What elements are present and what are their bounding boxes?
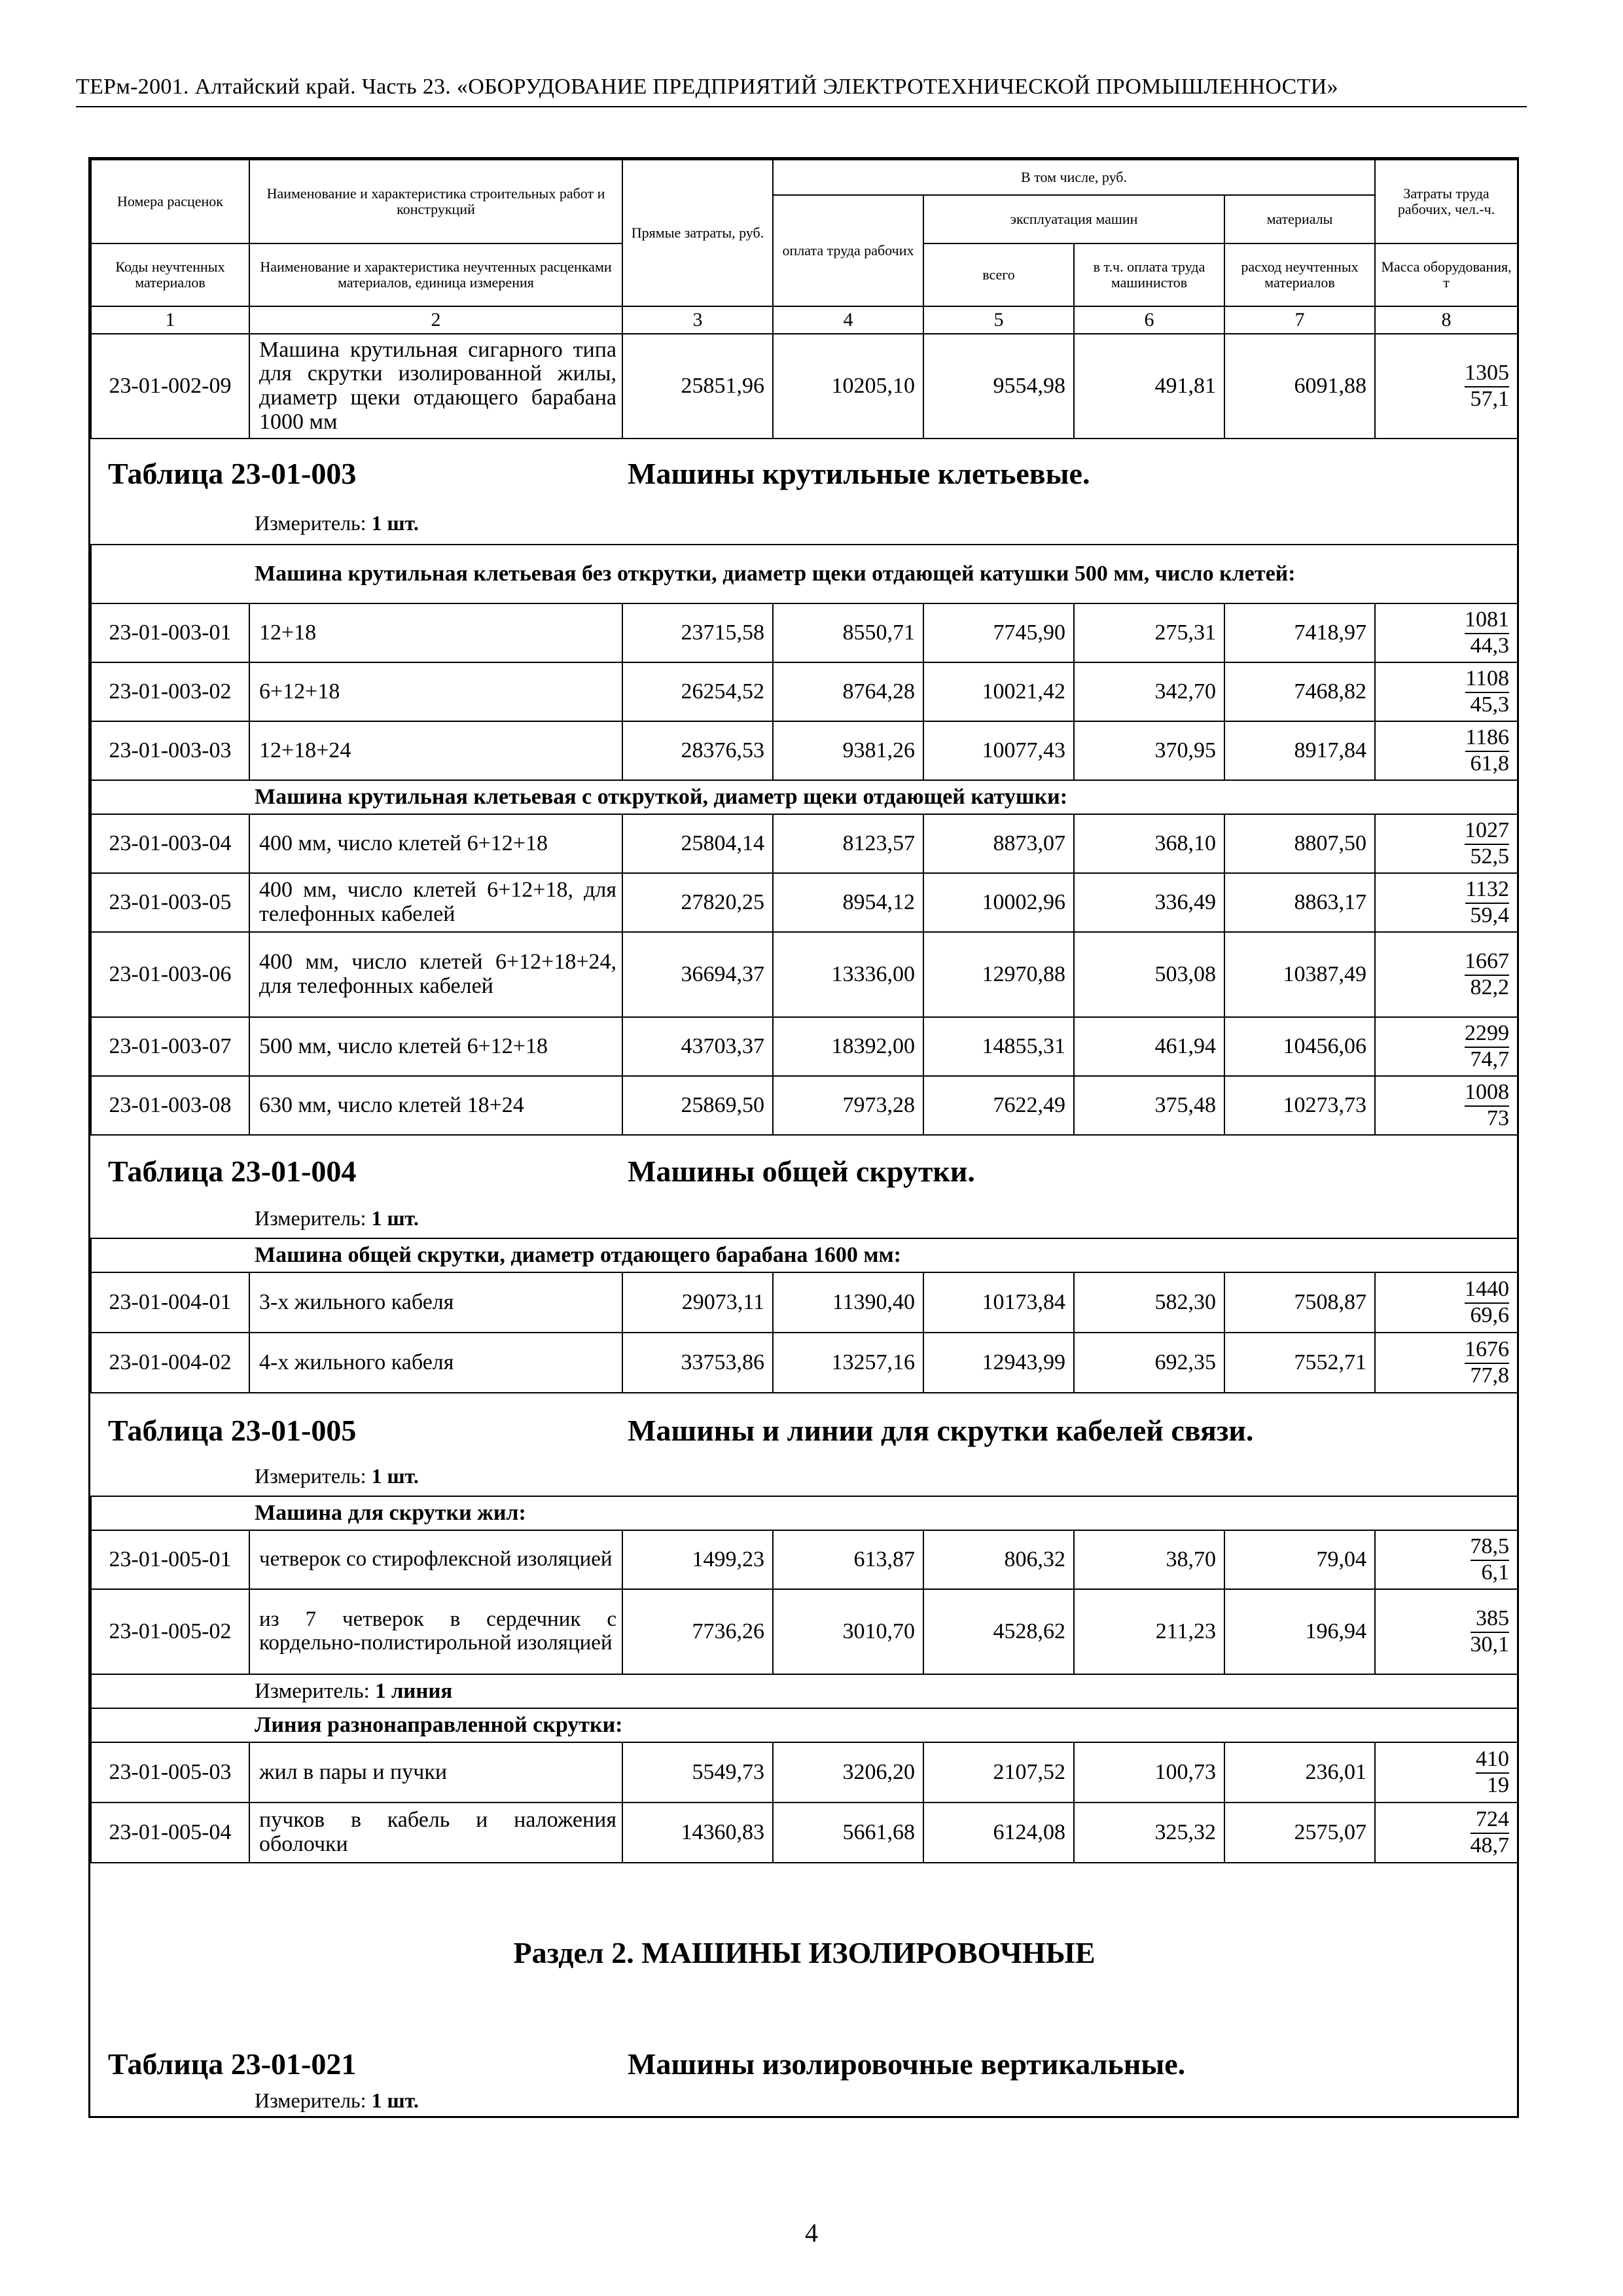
direct-costs: 36694,37 xyxy=(622,932,773,1017)
direct-costs: 14360,83 xyxy=(622,1803,773,1863)
direct-costs: 1499,23 xyxy=(622,1530,773,1589)
materials-cost: 2575,07 xyxy=(1224,1803,1375,1863)
table-number: Таблица 23-01-021 xyxy=(108,2047,357,2081)
table-row xyxy=(91,721,1518,780)
table-row xyxy=(91,1272,1518,1333)
labor-hours: 410 xyxy=(1476,1748,1509,1774)
machine-cost-total: 9554,98 xyxy=(923,334,1074,439)
header-including: В том числе, руб. xyxy=(773,160,1375,195)
labor-hours-and-mass xyxy=(1375,603,1518,662)
labor-hours: 78,5 xyxy=(1471,1535,1510,1561)
machine-cost-total: 10002,96 xyxy=(923,873,1074,932)
rate-code: 23-01-003-06 xyxy=(91,932,249,1017)
table-row xyxy=(91,1742,1518,1803)
direct-costs: 29073,11 xyxy=(622,1272,773,1333)
work-name: 12+18 xyxy=(249,603,622,662)
estimate-table xyxy=(90,159,1518,2116)
table-row xyxy=(91,334,1518,439)
labor-hours: 1667 xyxy=(1465,950,1509,976)
operator-labor-cost: 582,30 xyxy=(1074,1272,1224,1333)
equipment-mass: 82,2 xyxy=(1470,975,1510,999)
measure-unit: Измеритель: 1 шт. xyxy=(255,2089,419,2112)
rate-code: 23-01-003-04 xyxy=(91,814,249,873)
machine-cost-total: 2107,52 xyxy=(923,1742,1074,1803)
machine-cost-total: 4528,62 xyxy=(923,1589,1074,1674)
operator-labor-cost: 325,32 xyxy=(1074,1803,1224,1863)
column-index: 5 xyxy=(923,306,1074,334)
machine-cost-total: 10173,84 xyxy=(923,1272,1074,1333)
group-row xyxy=(91,1238,1518,1272)
rate-code: 23-01-003-05 xyxy=(91,873,249,932)
rate-code: 23-01-003-08 xyxy=(91,1076,249,1135)
header-direct-costs: Прямые затраты, руб. xyxy=(622,160,773,306)
work-name: 400 мм, число клетей 6+12+18 xyxy=(249,814,622,873)
operator-labor-cost: 503,08 xyxy=(1074,932,1224,1017)
operator-labor-cost: 336,49 xyxy=(1074,873,1224,932)
labor-hours: 1081 xyxy=(1465,608,1509,634)
estimate-table-block xyxy=(88,157,1519,2118)
table-row xyxy=(91,1017,1518,1076)
equipment-mass: 45,3 xyxy=(1470,692,1510,717)
header-rule xyxy=(76,106,1527,107)
machine-cost-total: 12970,88 xyxy=(923,932,1074,1017)
group-title: Машина крутильная клетьевая без открутки, диаметр щеки отдающей катушки 500 мм, число клетей: xyxy=(249,545,1518,603)
table-row xyxy=(91,1530,1518,1589)
operator-labor-cost: 375,48 xyxy=(1074,1076,1224,1135)
labor-hours-and-mass xyxy=(1375,1589,1518,1674)
equipment-mass: 19 xyxy=(1487,1773,1510,1797)
labor-hours: 1132 xyxy=(1465,878,1509,904)
group-row xyxy=(91,780,1518,814)
operator-labor-cost: 368,10 xyxy=(1074,814,1224,873)
machine-cost-total: 12943,99 xyxy=(923,1333,1074,1393)
work-name: 400 мм, число клетей 6+12+18, для телефонных кабелей xyxy=(249,873,622,932)
equipment-mass: 69,6 xyxy=(1470,1303,1510,1327)
rate-code: 23-01-004-02 xyxy=(91,1333,249,1393)
equipment-mass: 59,4 xyxy=(1470,903,1510,927)
labor-cost: 8550,71 xyxy=(773,603,923,662)
header-machines-total: всего xyxy=(923,243,1074,306)
labor-hours-and-mass xyxy=(1375,932,1518,1017)
table-caption: Машины крутильные клетьевые. xyxy=(628,457,1090,490)
measure-unit: Измеритель: 1 шт. xyxy=(255,1206,419,1230)
machine-cost-total: 806,32 xyxy=(923,1530,1074,1589)
operator-labor-cost: 38,70 xyxy=(1074,1530,1224,1589)
direct-costs: 43703,37 xyxy=(622,1017,773,1076)
table-number: Таблица 23-01-004 xyxy=(108,1155,357,1188)
table-row xyxy=(91,1333,1518,1393)
direct-costs: 27820,25 xyxy=(622,873,773,932)
machine-cost-total: 8873,07 xyxy=(923,814,1074,873)
rate-code: 23-01-003-02 xyxy=(91,662,249,721)
labor-hours: 1186 xyxy=(1465,726,1509,752)
labor-hours-and-mass xyxy=(1375,1530,1518,1589)
equipment-mass: 61,8 xyxy=(1470,751,1510,776)
header-col2-top: Наименование и характеристика строительных работ и конструкций xyxy=(249,160,622,243)
labor-hours: 1305 xyxy=(1465,361,1509,387)
materials-cost: 8807,50 xyxy=(1224,814,1375,873)
measure-unit: Измеритель: 1 линия xyxy=(249,1674,1518,1708)
labor-hours-and-mass xyxy=(1375,1742,1518,1803)
equipment-mass: 44,3 xyxy=(1470,634,1510,658)
direct-costs: 26254,52 xyxy=(622,662,773,721)
labor-hours-and-mass xyxy=(1375,1333,1518,1393)
table-row xyxy=(91,603,1518,662)
labor-hours: 1027 xyxy=(1465,819,1509,845)
group-title: Машина крутильная клетьевая с откруткой, диаметр щеки отдающей катушки: xyxy=(249,780,1518,814)
header-col8-bottom: Масса оборудования, т xyxy=(1375,243,1518,306)
group-row xyxy=(91,1496,1518,1530)
table-section-header xyxy=(91,1393,1518,1496)
equipment-mass: 30,1 xyxy=(1470,1632,1510,1657)
machine-cost-total: 14855,31 xyxy=(923,1017,1074,1076)
operator-labor-cost: 692,35 xyxy=(1074,1333,1224,1393)
machine-cost-total: 7622,49 xyxy=(923,1076,1074,1135)
machine-cost-total: 10077,43 xyxy=(923,721,1074,780)
work-name: 630 мм, число клетей 18+24 xyxy=(249,1076,622,1135)
materials-cost: 7418,97 xyxy=(1224,603,1375,662)
labor-cost: 7973,28 xyxy=(773,1076,923,1135)
rate-code: 23-01-003-07 xyxy=(91,1017,249,1076)
group-title: Машина для скрутки жил: xyxy=(249,1496,1518,1530)
labor-hours-and-mass xyxy=(1375,1272,1518,1333)
direct-costs: 33753,86 xyxy=(622,1333,773,1393)
header-operator-labor: в т.ч. оплата труда машинистов xyxy=(1074,243,1224,306)
page-number: 4 xyxy=(805,2218,818,2248)
table-caption: Машины и линии для скрутки кабелей связи. xyxy=(628,1414,1254,1447)
table-row xyxy=(91,932,1518,1017)
labor-cost: 5661,68 xyxy=(773,1803,923,1863)
section-title: Раздел 2. МАШИНЫ ИЗОЛИРОВОЧНЫЕ xyxy=(513,1936,1096,1969)
equipment-mass: 73 xyxy=(1487,1106,1510,1130)
table-row xyxy=(91,1803,1518,1863)
table-caption: Машины общей скрутки. xyxy=(628,1155,975,1188)
measure-unit: Измеритель: 1 шт. xyxy=(255,1464,419,1488)
work-name: 12+18+24 xyxy=(249,721,622,780)
header-machines: эксплуатация машин xyxy=(923,195,1224,243)
materials-cost: 6091,88 xyxy=(1224,334,1375,439)
header-col2-bottom: Наименование и характеристика неучтенных расценками материалов, единица измерения xyxy=(249,243,622,306)
table-row xyxy=(91,662,1518,721)
labor-cost: 3010,70 xyxy=(773,1589,923,1674)
operator-labor-cost: 100,73 xyxy=(1074,1742,1224,1803)
work-name: пучков в кабель и наложения оболочки xyxy=(249,1803,622,1863)
labor-cost: 13257,16 xyxy=(773,1333,923,1393)
labor-hours-and-mass xyxy=(1375,1803,1518,1863)
measure-unit: Измеритель: 1 шт. xyxy=(255,511,419,535)
rate-code: 23-01-003-01 xyxy=(91,603,249,662)
column-index: 4 xyxy=(773,306,923,334)
header-labor: оплата труда рабочих xyxy=(773,195,923,306)
equipment-mass: 77,8 xyxy=(1470,1363,1510,1388)
work-name: из 7 четверок в сердечник с кордельно-полистирольной изоляцией xyxy=(249,1589,622,1674)
labor-hours: 1108 xyxy=(1465,667,1509,693)
equipment-mass: 57,1 xyxy=(1470,387,1510,411)
table-row xyxy=(91,1589,1518,1674)
machine-cost-total: 10021,42 xyxy=(923,662,1074,721)
work-name: 500 мм, число клетей 6+12+18 xyxy=(249,1017,622,1076)
column-index-row xyxy=(91,306,1518,334)
labor-hours-and-mass xyxy=(1375,873,1518,932)
materials-cost: 7468,82 xyxy=(1224,662,1375,721)
operator-labor-cost: 275,31 xyxy=(1074,603,1224,662)
section-block xyxy=(91,1863,1518,2116)
direct-costs: 23715,58 xyxy=(622,603,773,662)
work-name: 6+12+18 xyxy=(249,662,622,721)
labor-hours: 2299 xyxy=(1465,1022,1509,1048)
work-name: четверок со стирофлексной изоляцией xyxy=(249,1530,622,1589)
materials-cost: 7508,87 xyxy=(1224,1272,1375,1333)
labor-cost: 613,87 xyxy=(773,1530,923,1589)
column-index: 6 xyxy=(1074,306,1224,334)
direct-costs: 5549,73 xyxy=(622,1742,773,1803)
operator-labor-cost: 461,94 xyxy=(1074,1017,1224,1076)
header-col8-top: Затраты труда рабочих, чел.-ч. xyxy=(1375,160,1518,243)
materials-cost: 10456,06 xyxy=(1224,1017,1375,1076)
group-title: Машина общей скрутки, диаметр отдающего барабана 1600 мм: xyxy=(249,1238,1518,1272)
labor-cost: 8764,28 xyxy=(773,662,923,721)
table-row xyxy=(91,1076,1518,1135)
rate-code: 23-01-005-01 xyxy=(91,1530,249,1589)
running-header: ТЕРм-2001. Алтайский край. Часть 23. «ОБОРУДОВАНИЕ ПРЕДПРИЯТИЙ ЭЛЕКТРОТЕХНИЧЕСКОЙ ПРОМЫШЛЕННОСТИ» xyxy=(76,75,1338,99)
column-index: 2 xyxy=(249,306,622,334)
header-col1-bottom: Коды неучтенных материалов xyxy=(91,243,249,306)
materials-cost: 7552,71 xyxy=(1224,1333,1375,1393)
materials-cost: 236,01 xyxy=(1224,1742,1375,1803)
header-unaccounted-materials: расход неучтенных материалов xyxy=(1224,243,1375,306)
column-index: 7 xyxy=(1224,306,1375,334)
column-index: 3 xyxy=(622,306,773,334)
rate-code: 23-01-002-09 xyxy=(91,334,249,439)
labor-cost: 11390,40 xyxy=(773,1272,923,1333)
labor-hours-and-mass xyxy=(1375,814,1518,873)
rate-code: 23-01-005-04 xyxy=(91,1803,249,1863)
rate-code: 23-01-005-03 xyxy=(91,1742,249,1803)
materials-cost: 10387,49 xyxy=(1224,932,1375,1017)
operator-labor-cost: 491,81 xyxy=(1074,334,1224,439)
operator-labor-cost: 211,23 xyxy=(1074,1589,1224,1674)
direct-costs: 28376,53 xyxy=(622,721,773,780)
column-index: 8 xyxy=(1375,306,1518,334)
work-name: Машина крутильная сигарного типа для скрутки изолированной жилы, диаметр щеки отдающего барабана 1000 мм xyxy=(249,334,622,439)
labor-cost: 10205,10 xyxy=(773,334,923,439)
work-name: жил в пары и пучки xyxy=(249,1742,622,1803)
labor-hours-and-mass xyxy=(1375,1017,1518,1076)
labor-hours-and-mass xyxy=(1375,721,1518,780)
machine-cost-total: 7745,90 xyxy=(923,603,1074,662)
equipment-mass: 52,5 xyxy=(1470,844,1510,869)
group-row xyxy=(91,545,1518,603)
materials-cost: 8917,84 xyxy=(1224,721,1375,780)
materials-cost: 8863,17 xyxy=(1224,873,1375,932)
rate-code: 23-01-004-01 xyxy=(91,1272,249,1333)
labor-hours-and-mass xyxy=(1375,1076,1518,1135)
direct-costs: 25804,14 xyxy=(622,814,773,873)
group-title: Линия разнонаправленной скрутки: xyxy=(249,1708,1518,1742)
rate-code: 23-01-003-03 xyxy=(91,721,249,780)
labor-cost: 13336,00 xyxy=(773,932,923,1017)
labor-cost: 9381,26 xyxy=(773,721,923,780)
table-row xyxy=(91,873,1518,932)
direct-costs: 25869,50 xyxy=(622,1076,773,1135)
materials-cost: 10273,73 xyxy=(1224,1076,1375,1135)
table-section-header xyxy=(91,1135,1518,1238)
machine-cost-total: 6124,08 xyxy=(923,1803,1074,1863)
table-number: Таблица 23-01-003 xyxy=(108,457,357,490)
direct-costs: 7736,26 xyxy=(622,1589,773,1674)
labor-cost: 8954,12 xyxy=(773,873,923,932)
operator-labor-cost: 342,70 xyxy=(1074,662,1224,721)
header-col1-top: Номера расценок xyxy=(91,160,249,243)
labor-hours: 385 xyxy=(1471,1607,1510,1633)
materials-cost: 79,04 xyxy=(1224,1530,1375,1589)
table-number: Таблица 23-01-005 xyxy=(108,1414,357,1447)
work-name: 4-х жильного кабеля xyxy=(249,1333,622,1393)
operator-labor-cost: 370,95 xyxy=(1074,721,1224,780)
labor-hours: 1008 xyxy=(1465,1081,1509,1107)
table-section-header xyxy=(91,439,1518,545)
rate-code: 23-01-005-02 xyxy=(91,1589,249,1674)
table-caption: Машины изолировочные вертикальные. xyxy=(628,2047,1186,2081)
equipment-mass: 48,7 xyxy=(1470,1833,1510,1857)
group-row xyxy=(91,1708,1518,1742)
equipment-mass: 74,7 xyxy=(1470,1047,1510,1071)
labor-hours-and-mass xyxy=(1375,662,1518,721)
table-row xyxy=(91,814,1518,873)
work-name: 400 мм, число клетей 6+12+18+24, для телефонных кабелей xyxy=(249,932,622,1017)
labor-hours: 724 xyxy=(1471,1808,1510,1834)
labor-cost: 8123,57 xyxy=(773,814,923,873)
equipment-mass: 6,1 xyxy=(1481,1560,1510,1585)
column-index: 1 xyxy=(91,306,249,334)
materials-cost: 196,94 xyxy=(1224,1589,1375,1674)
direct-costs: 25851,96 xyxy=(622,334,773,439)
header-materials: материалы xyxy=(1224,195,1375,243)
group-row xyxy=(91,1674,1518,1708)
labor-cost: 18392,00 xyxy=(773,1017,923,1076)
labor-hours-and-mass xyxy=(1375,334,1518,439)
work-name: 3-х жильного кабеля xyxy=(249,1272,622,1333)
labor-hours: 1440 xyxy=(1465,1278,1509,1304)
labor-cost: 3206,20 xyxy=(773,1742,923,1803)
labor-hours: 1676 xyxy=(1465,1338,1509,1364)
